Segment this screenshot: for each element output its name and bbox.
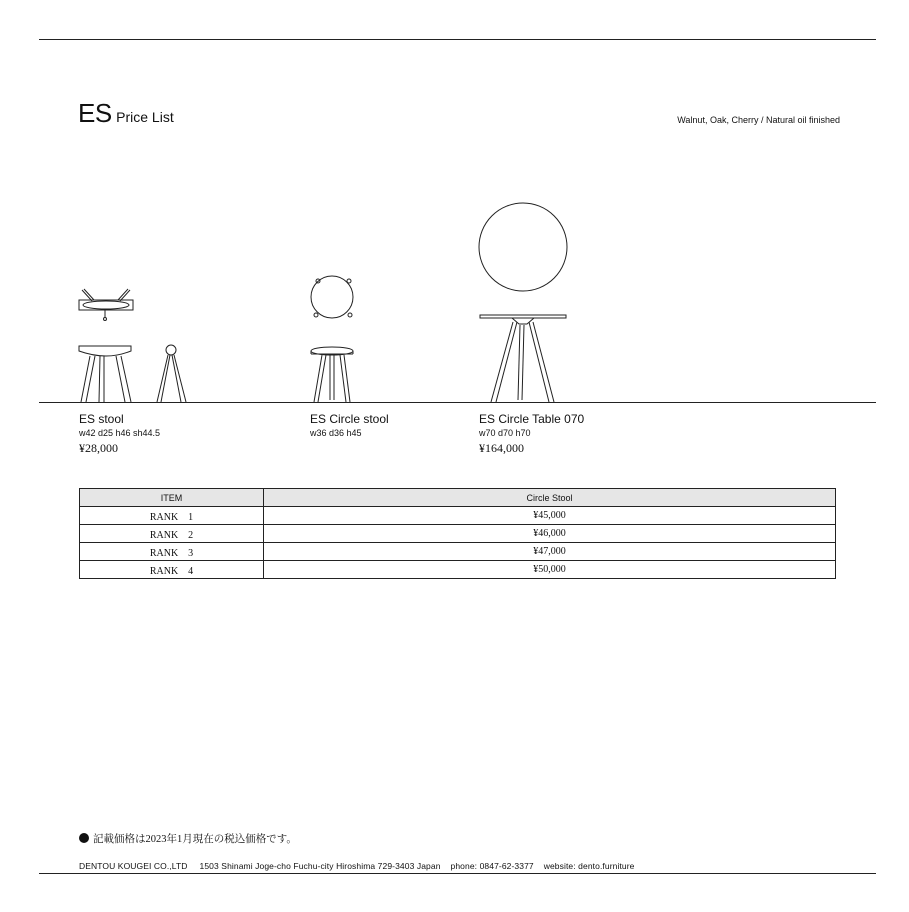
tax-note <box>79 831 297 846</box>
product-dims: w42 d25 h46 sh44.5 <box>79 428 161 438</box>
title-main: ES <box>78 98 112 128</box>
table-row <box>80 561 836 579</box>
footer-phone: phone: 0847-62-3377 <box>450 861 534 871</box>
es-stool-side-view <box>157 345 186 402</box>
title-sub: Price List <box>116 109 174 125</box>
product-es-circle-table <box>479 412 584 456</box>
product-name: ES stool <box>79 412 124 426</box>
price-cell: ¥47,000 <box>264 543 836 561</box>
table-header-row <box>80 489 836 507</box>
es-circle-stool-top-view <box>311 276 353 318</box>
footer-address: 1503 Shinami Joge-cho Fuchu-city Hiroshima 729-3403 Japan <box>199 861 441 871</box>
header-circle-stool: Circle Stool <box>264 489 836 507</box>
es-circle-stool-front-view <box>311 347 353 402</box>
rank-cell: RANK 1 <box>80 507 264 525</box>
header-item: ITEM <box>80 489 264 507</box>
es-circle-table-front-view <box>480 315 566 402</box>
rank-cell: RANK 3 <box>80 543 264 561</box>
bullet-icon <box>79 833 89 843</box>
footer-website: website: dento.furniture <box>543 861 635 871</box>
rank-cell: RANK 4 <box>80 561 264 579</box>
product-drawings <box>0 0 909 420</box>
price-cell: ¥50,000 <box>264 561 836 579</box>
price-table <box>79 488 836 579</box>
product-name: ES Circle stool <box>310 412 389 426</box>
rank-cell: RANK 2 <box>80 525 264 543</box>
product-dims: w36 d36 h45 <box>310 428 362 438</box>
footer <box>79 861 635 871</box>
finish-note: Walnut, Oak, Cherry / Natural oil finished <box>677 115 840 125</box>
product-name: ES Circle Table 070 <box>479 412 585 426</box>
es-stool-top-view <box>79 289 133 321</box>
table-row <box>80 507 836 525</box>
note-text: 記載価格は2023年1月現在の税込価格です。 <box>93 834 297 845</box>
product-es-stool <box>79 412 160 456</box>
table-row <box>80 525 836 543</box>
product-price: ¥28,000 <box>79 441 118 455</box>
bottom-rule <box>39 873 876 874</box>
es-circle-table-top-view <box>479 203 567 291</box>
footer-company: DENTOU KOUGEI CO.,LTD <box>79 861 188 871</box>
product-dims: w70 d70 h70 <box>479 428 531 438</box>
price-cell: ¥45,000 <box>264 507 836 525</box>
product-es-circle-stool <box>310 412 389 438</box>
table-row <box>80 543 836 561</box>
product-price: ¥164,000 <box>479 441 524 455</box>
es-stool-front-view <box>79 346 131 402</box>
price-cell: ¥46,000 <box>264 525 836 543</box>
